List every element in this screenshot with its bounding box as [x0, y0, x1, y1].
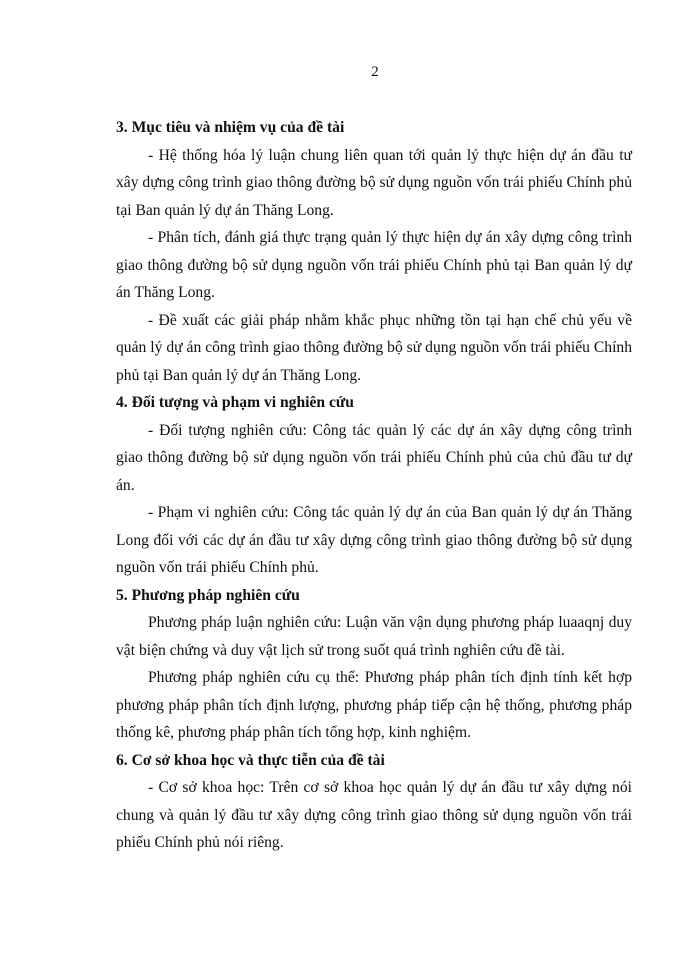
paragraph: - Đối tượng nghiên cứu: Công tác quản lý các dự án xây dựng công trình giao thông đường bộ sử dụng nguồn vốn trái phiếu Chính phủ của chủ đầu tư dự án.: [116, 421, 632, 494]
section-heading-methods: 5. Phương pháp nghiên cứu: [116, 586, 300, 604]
page-number: 2: [371, 64, 379, 80]
document-body: [116, 114, 632, 857]
paragraph: - Cơ sở khoa học: Trên cơ sở khoa học quản lý dự án đầu tư xây dựng nói chung và quản lý đầu tư xây dựng công trình giao thông sử dụng nguồn vốn trái phiếu Chính phủ nói riêng.: [116, 779, 632, 851]
paragraph: - Phân tích, đánh giá thực trạng quản lý thực hiện dự án xây dựng công trình giao thông đường bộ sử dụng nguồn vốn trái phiếu Chính phủ tại Ban quản lý dự án Thăng Long.: [116, 229, 632, 301]
section-heading-objectives: 3. Mục tiêu và nhiệm vụ của đề tài: [116, 119, 345, 136]
paragraph: - Đề xuất các giải pháp nhằm khắc phục những tồn tại hạn chế chủ yếu về quản lý dự án công trình giao thông đường bộ sử dụng nguồn vốn trái phiếu Chính phủ tại Ban quản lý dự án Thăng Long.: [116, 311, 632, 384]
paragraph: Phương pháp luận nghiên cứu: Luận văn vận dụng phương pháp luaaqnj duy vật biện chứng và duy vật lịch sử trong suốt quá trình nghiên cứu đề tài.: [116, 614, 632, 659]
paragraph: - Phạm vi nghiên cứu: Công tác quản lý dự án của Ban quản lý dự án Thăng Long đối với các dự án đầu tư xây dựng công trình giao thông đường bộ sử dụng nguồn vốn trái phiếu Chính phủ.: [116, 504, 632, 576]
paragraph: Phương pháp nghiên cứu cụ thể: Phương pháp phân tích định tính kết hợp phương pháp phân tích định lượng, phương pháp tiếp cận hệ thống, phương pháp thống kê, phương pháp phân tích tổng hợp, kinh nghiệm.: [116, 669, 632, 741]
paragraph: - Hệ thống hóa lý luận chung liên quan tới quản lý thực hiện dự án đầu tư xây dựng công trình giao thông đường bộ sử dụng nguồn vốn trái phiếu Chính phủ tại Ban quản lý dự án Thăng Long.: [116, 146, 632, 219]
section-heading-basis: 6. Cơ sở khoa học và thực tiễn của đề tài: [116, 751, 385, 769]
section-heading-scope: 4. Đối tượng và phạm vi nghiên cứu: [116, 394, 354, 411]
